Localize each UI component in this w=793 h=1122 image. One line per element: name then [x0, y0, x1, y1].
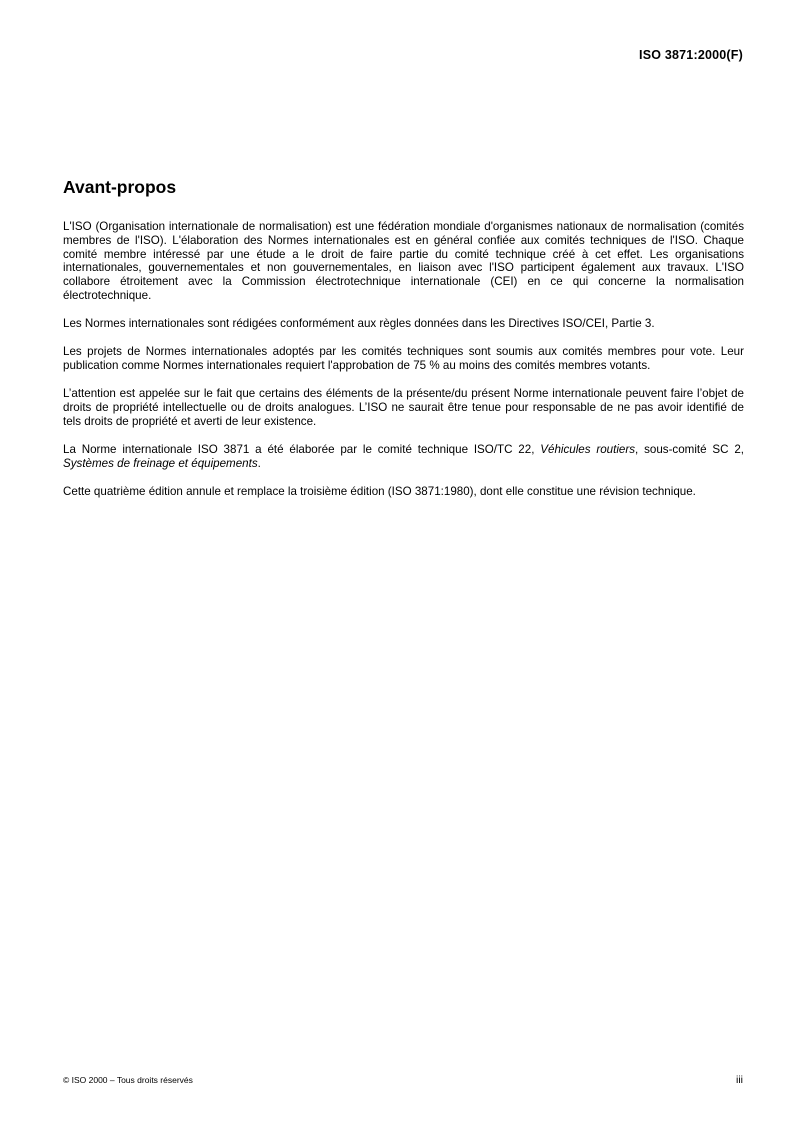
committee-text-part2: , sous-comité SC 2,: [635, 443, 744, 457]
paragraph-edition: Cette quatrième édition annule et remplace la troisième édition (ISO 3871:1980), dont elle constitue une révision technique.: [63, 485, 696, 499]
foreword-section: [63, 176, 744, 513]
committee-text-part3: .: [257, 456, 261, 470]
copyright-notice: © ISO 2000 – Tous droits réservés: [63, 1075, 193, 1085]
committee-text-part1: La Norme internationale ISO 3871 a été élaborée par le comité technique ISO/TC 22,: [63, 443, 541, 457]
paragraph-patent-rights: L’attention est appelée sur le fait que certains des éléments de la présente/du présent Norme internationale peuvent faire l’objet de droits de propriété intellectuelle ou de droits analogues. L’ISO ne saurait être tenue pour responsable de ne pas avoir identifié de tels droits de propriété et averti de leur existence.: [63, 387, 744, 428]
document-reference: ISO 3871:2000(F): [639, 48, 743, 62]
paragraph-committee: [63, 443, 744, 471]
page-number: iii: [736, 1074, 743, 1086]
subcommittee-title: Systèmes de freinage et équipements: [63, 456, 258, 470]
committee-title: Véhicules routiers: [540, 443, 636, 457]
paragraph-directives: Les Normes internationales sont rédigées conformément aux règles données dans les Directives ISO/CEI, Partie 3.: [63, 317, 655, 331]
paragraph-iso-overview: L'ISO (Organisation internationale de normalisation) est une fédération mondiale d'organismes nationaux de normalisation (comités membres de l'ISO). L'élaboration des Normes internationales est en général confiée aux comités techniques de l'ISO. Chaque comité membre intéressé par une étude a le droit de faire partie du comité technique créé à cet effet. Les organisations internationales, gouvernementales et non gouvernementales, en liaison avec l'ISO participent également aux travaux. L'ISO collabore étroitement avec la Commission électrotechnique internationale (CEI) en ce qui concerne la normalisation électrotechnique.: [63, 220, 744, 302]
paragraph-voting: Les projets de Normes internationales adoptés par les comités techniques sont soumis aux comités membres pour vote. Leur publication comme Normes internationales requiert l'approbation de 75 % au moins des comités membres votants.: [63, 345, 744, 373]
section-heading: Avant-propos: [63, 177, 177, 197]
